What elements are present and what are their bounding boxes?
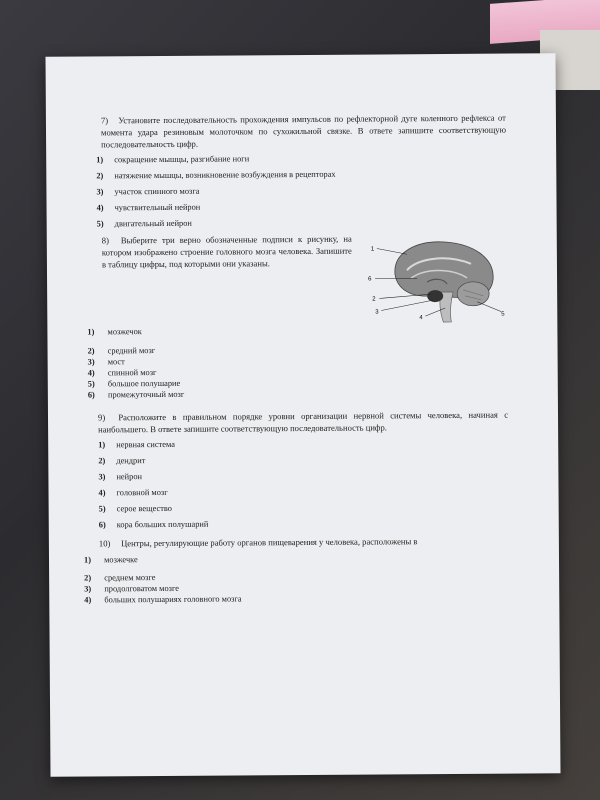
q9-options xyxy=(98,439,208,536)
list-item: 1) нервная система xyxy=(98,439,175,450)
question-8 xyxy=(102,233,352,271)
list-item: 5) двигательный нейрон xyxy=(96,218,192,229)
figure-label: 6 xyxy=(368,276,372,283)
list-item: 3) мост xyxy=(87,357,125,367)
figure-label: 5 xyxy=(501,311,505,318)
q10-options xyxy=(84,553,242,605)
question-9 xyxy=(98,409,508,436)
question-text: Установите последовательность прохождения импульсов по рефлекторной дуге коленного рефлекса от момента удара резиновым молоточком по сухожильной связке. В ответе запишите соответствующую последовательность цифр. xyxy=(100,112,507,150)
list-item: 4) больших полушариях головного мозга xyxy=(84,594,242,605)
list-item: 3) участок спинного мозга xyxy=(96,186,200,197)
q7-options xyxy=(96,153,336,235)
brain-diagram xyxy=(367,234,508,325)
list-item: 3) продолговатом мозге xyxy=(84,583,180,594)
list-item: 2) натяжение мышцы, возникновение возбуждения в рецепторах xyxy=(96,169,336,181)
figure-label: 3 xyxy=(375,309,379,316)
list-item: 6) кора больших полушарий xyxy=(98,519,209,530)
list-item: 1) мозжечок xyxy=(87,327,142,337)
list-item: 1) сокращение мышцы, разгибание ноги xyxy=(96,154,250,165)
question-7 xyxy=(101,112,506,151)
question-text: Центры, регулирующие работу органов пищеварения у человека, расположены в xyxy=(121,536,418,549)
question-text: Выберите три верно обозначенные подписи к рисунку, на котором изображено строение головного мозга человека. Запишите в таблицу цифры, под которыми они указаны. xyxy=(101,233,352,270)
list-item: 5) большое полушарие xyxy=(87,378,181,389)
list-item: 4) спинной мозг xyxy=(87,368,157,378)
figure-label: 2 xyxy=(372,296,376,303)
question-number: 9) xyxy=(97,412,106,423)
question-text: Расположите в правильном порядке уровни организации нервной системы человека, начиная с наибольшего. В ответе запишите соответствующую последовательность цифр. xyxy=(98,409,509,435)
list-item: 2) дендрит xyxy=(98,456,146,466)
question-number: 8) xyxy=(101,235,109,246)
question-10 xyxy=(99,534,519,549)
list-item: 2) средний мозг xyxy=(87,346,156,356)
figure-label: 1 xyxy=(370,246,375,253)
list-item: 3) нейрон xyxy=(98,472,143,482)
list-item: 5) серое вещество xyxy=(98,503,172,514)
question-number: 7) xyxy=(100,115,109,126)
q8-options xyxy=(87,326,184,401)
list-item: 1) мозжечке xyxy=(83,555,138,565)
list-item: 4) головной мозг xyxy=(98,487,168,498)
worksheet-page xyxy=(45,53,560,777)
list-item: 2) среднем мозге xyxy=(84,573,156,583)
list-item: 6) промежуточный мозг xyxy=(87,389,185,400)
list-item: 4) чувствительный нейрон xyxy=(96,202,201,213)
question-number: 10) xyxy=(98,538,111,549)
figure-label: 4 xyxy=(419,315,423,322)
